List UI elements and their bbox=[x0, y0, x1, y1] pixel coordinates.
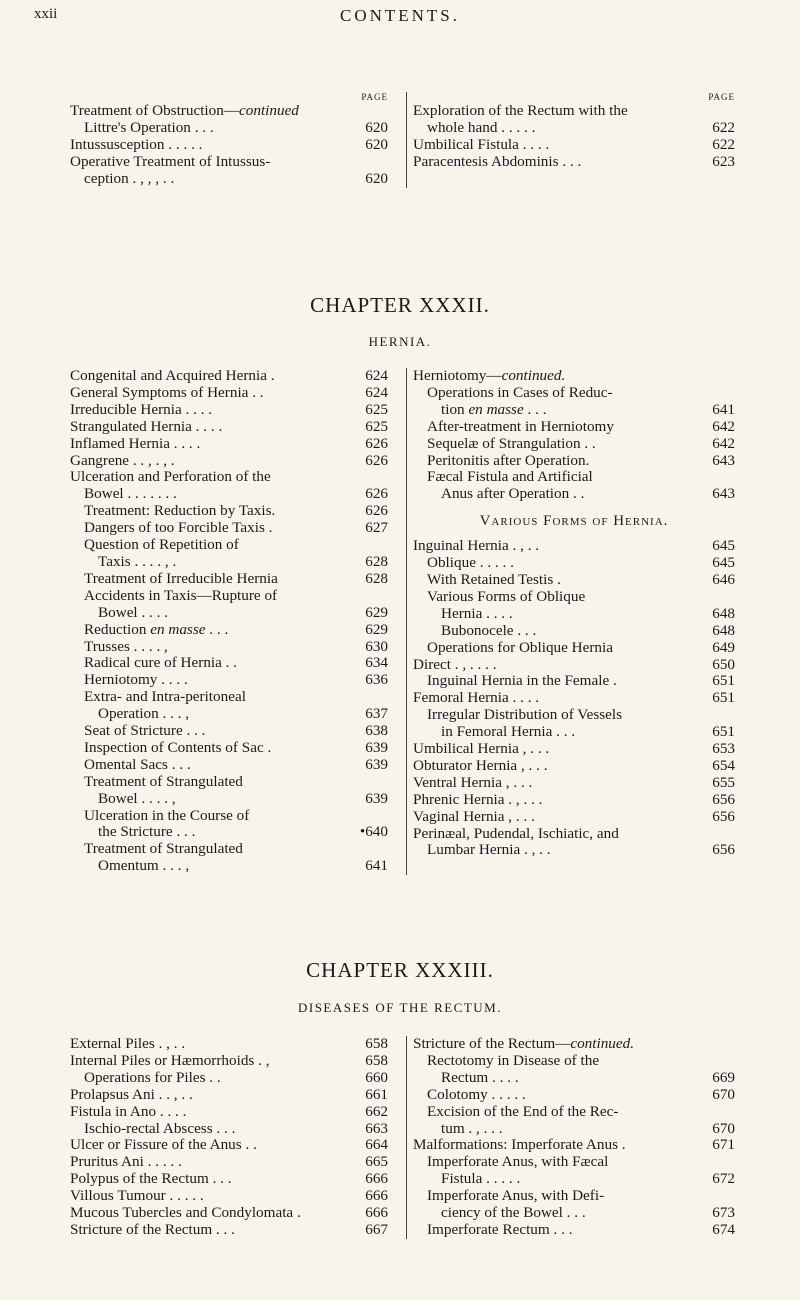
toc-entry bbox=[70, 588, 388, 605]
toc-entry-page: 648 bbox=[712, 621, 735, 639]
toc-entry-page: 630 bbox=[365, 637, 388, 655]
toc-entry-title: Rectotomy in Disease of the bbox=[427, 1051, 600, 1069]
toc-entry-page: 620 bbox=[365, 169, 388, 187]
toc-entry-page: 626 bbox=[365, 485, 388, 503]
toc-entry-page: 625 bbox=[365, 400, 388, 418]
toc-entry-title: Operative Treatment of Intussus- bbox=[70, 152, 271, 170]
toc-column-right bbox=[406, 92, 735, 188]
toc-entry-page: 641 bbox=[365, 857, 388, 875]
toc-entry-title: Exploration of the Rectum with the bbox=[413, 102, 628, 119]
toc-entry-page: 628 bbox=[365, 569, 388, 587]
toc-entry-title: Imperforate Anus, with Fæcal bbox=[427, 1153, 609, 1171]
toc-entry-page: 658 bbox=[365, 1051, 388, 1069]
toc-entry-title: Umbilical Fistula . . . . bbox=[413, 135, 550, 153]
toc-column-left bbox=[70, 368, 388, 875]
toc-entry-page: 666 bbox=[365, 1170, 388, 1188]
toc-entry bbox=[413, 486, 735, 503]
toc-entry bbox=[413, 1121, 735, 1138]
toc-entry bbox=[413, 809, 735, 826]
toc-entry bbox=[70, 385, 388, 402]
toc-entry bbox=[413, 402, 735, 419]
toc-entry bbox=[413, 1137, 735, 1154]
toc-entry-title: Bowel . . . . , bbox=[98, 789, 176, 807]
toc-entry bbox=[413, 724, 735, 741]
toc-entry bbox=[70, 103, 388, 120]
toc-entry bbox=[413, 1171, 735, 1188]
toc-entry-title: Femoral Hernia . . . . bbox=[413, 689, 540, 707]
toc-entry-title: Operations for Oblique Hernia bbox=[427, 638, 613, 656]
chapter-33-contents bbox=[70, 1036, 735, 1239]
toc-entry-page: 651 bbox=[712, 672, 735, 690]
toc-entry-page: 642 bbox=[712, 417, 735, 435]
toc-entry-page: 637 bbox=[365, 705, 388, 723]
toc-entry bbox=[413, 1053, 735, 1070]
toc-entry-title: Vaginal Hernia , . . . bbox=[413, 807, 535, 825]
toc-entry-title: Treatment of Strangulated bbox=[84, 772, 243, 790]
toc-entry-title: Trusses . . . . , bbox=[84, 637, 168, 655]
toc-entry bbox=[70, 1205, 388, 1222]
toc-entry-page: 642 bbox=[712, 434, 735, 452]
toc-entry bbox=[413, 640, 735, 657]
toc-entry-title: Direct . , . . . . bbox=[413, 655, 497, 673]
toc-entry-title: Treatment: Reduction by Taxis. bbox=[84, 502, 276, 520]
toc-entry-title: Question of Repetition of bbox=[84, 536, 239, 554]
toc-entry-page: 653 bbox=[712, 740, 735, 758]
toc-entry bbox=[70, 486, 388, 503]
toc-entry bbox=[70, 706, 388, 723]
toc-entry-title: Irreducible Hernia . . . . bbox=[70, 400, 213, 418]
toc-entry-title: Polypus of the Rectum . . . bbox=[70, 1170, 232, 1188]
toc-entry-title: Accidents in Taxis—Rupture of bbox=[84, 586, 278, 604]
toc-entry-title: Ventral Hernia , . . . bbox=[413, 773, 533, 791]
toc-entry bbox=[413, 1070, 735, 1087]
toc-entry bbox=[413, 453, 735, 470]
toc-entry bbox=[413, 657, 735, 674]
toc-entry-page: 643 bbox=[712, 485, 735, 503]
toc-entry-title: Mucous Tubercles and Condylomata . bbox=[70, 1204, 301, 1222]
toc-entry bbox=[70, 639, 388, 656]
toc-entry bbox=[70, 419, 388, 436]
toc-entry-page: 634 bbox=[365, 654, 388, 672]
toc-entry-title: General Symptoms of Hernia . . bbox=[70, 383, 264, 401]
toc-entry bbox=[413, 1154, 735, 1171]
toc-entry-italic: continued. bbox=[501, 367, 566, 384]
toc-entry bbox=[70, 740, 388, 757]
toc-entry-title: Inflamed Hernia . . . . bbox=[70, 434, 201, 452]
toc-entry-title: Congenital and Acquired Hernia . bbox=[70, 367, 275, 384]
chapter-title: CHAPTER XXXIII. bbox=[306, 958, 494, 982]
toc-entry-title: Extra- and Intra-peritoneal bbox=[84, 688, 246, 706]
toc-entry-title: Imperforate Anus, with Defi- bbox=[427, 1187, 605, 1205]
toc-entry-page: 658 bbox=[365, 1035, 388, 1052]
toc-entry-page: 674 bbox=[712, 1220, 735, 1238]
toc-entry-title: Ulcer or Fissure of the Anus . . bbox=[70, 1136, 257, 1154]
toc-column-left bbox=[70, 92, 388, 188]
toc-entry-page: 662 bbox=[365, 1102, 388, 1120]
toc-entry-title: tion en masse . . . bbox=[441, 400, 547, 418]
toc-entry bbox=[70, 791, 388, 808]
toc-entry bbox=[70, 672, 388, 689]
toc-entry bbox=[70, 137, 388, 154]
toc-entry-page: 666 bbox=[365, 1204, 388, 1222]
toc-entry-italic: continued. bbox=[570, 1035, 635, 1052]
toc-entry bbox=[70, 1036, 388, 1053]
toc-entry bbox=[70, 1121, 388, 1138]
toc-entry bbox=[413, 707, 735, 724]
toc-entry bbox=[70, 571, 388, 588]
chapter-subtitle: HERNIA. bbox=[368, 334, 432, 349]
toc-column-left bbox=[70, 1036, 388, 1239]
page-column-label: PAGE bbox=[361, 92, 388, 102]
toc-entry-title: the Stricture . . . bbox=[98, 823, 196, 841]
toc-entry-page: 651 bbox=[712, 689, 735, 707]
toc-entry-page: 624 bbox=[365, 383, 388, 401]
toc-entry-page: 641 bbox=[712, 400, 735, 418]
page-number: xxii bbox=[34, 6, 58, 22]
toc-entry-page: 627 bbox=[365, 519, 388, 537]
toc-entry bbox=[413, 137, 735, 154]
toc-entry-title: Paracentesis Abdominis . . . bbox=[413, 152, 582, 170]
toc-entry bbox=[413, 436, 735, 453]
toc-entry-page: 626 bbox=[365, 434, 388, 452]
toc-entry-page: 626 bbox=[365, 451, 388, 469]
toc-entry-page: 661 bbox=[365, 1085, 388, 1103]
toc-entry-title: Various Forms of Oblique bbox=[427, 587, 586, 605]
toc-entry-title: tum . , . . . bbox=[441, 1119, 503, 1137]
toc-entry bbox=[70, 503, 388, 520]
toc-entry-title: Strangulated Hernia . . . . bbox=[70, 417, 223, 435]
toc-entry bbox=[70, 469, 388, 486]
toc-entry-title: Bubonocele . . . bbox=[441, 621, 537, 639]
toc-entry bbox=[413, 606, 735, 623]
toc-entry bbox=[70, 1222, 388, 1239]
toc-entry-title: Umbilical Hernia , . . . bbox=[413, 740, 550, 758]
toc-entry-page: 622 bbox=[712, 135, 735, 153]
toc-entry bbox=[70, 622, 388, 639]
toc-entry-page: 643 bbox=[712, 451, 735, 469]
toc-entry-page: 639 bbox=[365, 738, 388, 756]
toc-entry bbox=[70, 453, 388, 470]
toc-entry-page: 620 bbox=[365, 135, 388, 153]
toc-entry-title: Sequelæ of Strangulation . . bbox=[427, 434, 596, 452]
toc-entry bbox=[70, 655, 388, 672]
toc-entry-title: Ischio-rectal Abscess . . . bbox=[84, 1119, 236, 1137]
toc-entry-page: 638 bbox=[365, 722, 388, 740]
toc-entry-page: 622 bbox=[712, 118, 735, 136]
toc-entry bbox=[413, 154, 735, 171]
toc-entry bbox=[413, 842, 735, 859]
toc-entry-page: 639 bbox=[365, 755, 388, 773]
toc-entry bbox=[70, 1087, 388, 1104]
toc-entry-title: Hernia . . . . bbox=[441, 604, 513, 622]
toc-entry-title: Operations in Cases of Reduc- bbox=[427, 383, 613, 401]
toc-entry-title: Bowel . . . . . . . bbox=[84, 485, 177, 503]
toc-entry-page: 626 bbox=[365, 502, 388, 520]
toc-entry-page: 667 bbox=[365, 1220, 388, 1238]
toc-entry-title: Bowel . . . . bbox=[98, 603, 169, 621]
toc-entry bbox=[70, 1070, 388, 1087]
toc-entry-title: Rectum . . . . bbox=[441, 1068, 519, 1086]
toc-entry bbox=[413, 1205, 735, 1222]
toc-entry-page: 628 bbox=[365, 552, 388, 570]
toc-entry bbox=[70, 841, 388, 858]
toc-entry bbox=[70, 1154, 388, 1171]
toc-entry bbox=[413, 589, 735, 606]
toc-entry-title: Ulceration in the Course of bbox=[84, 806, 250, 824]
toc-entry bbox=[413, 538, 735, 555]
toc-entry-page: 656 bbox=[712, 790, 735, 808]
toc-entry-title: After-treatment in Herniotomy bbox=[427, 417, 614, 435]
toc-entry-title: ciency of the Bowel . . . bbox=[441, 1204, 586, 1222]
toc-entry-title: Fistula . . . . . bbox=[441, 1170, 521, 1188]
toc-entry bbox=[70, 368, 388, 385]
toc-entry-title: External Piles . , . . bbox=[70, 1035, 186, 1052]
toc-entry-title: Taxis . . . . , . bbox=[98, 552, 177, 570]
toc-entry-title: Irregular Distribution of Vessels bbox=[427, 706, 623, 724]
toc-entry-title: Fistula in Ano . . . . bbox=[70, 1102, 187, 1120]
toc-entry-page: 663 bbox=[365, 1119, 388, 1137]
toc-entry bbox=[413, 419, 735, 436]
toc-entry bbox=[413, 385, 735, 402]
toc-entry bbox=[70, 774, 388, 791]
toc-entry-page: 650 bbox=[712, 655, 735, 673]
toc-entry-page: 660 bbox=[365, 1068, 388, 1086]
toc-entry bbox=[70, 171, 388, 188]
toc-entry-title: Inspection of Contents of Sac . bbox=[84, 738, 272, 756]
chapter-subtitle: DISEASES OF THE RECTUM. bbox=[297, 1000, 502, 1015]
toc-entry bbox=[413, 1087, 735, 1104]
toc-entry-page: 646 bbox=[712, 570, 735, 588]
toc-entry-title: Peritonitis after Operation. bbox=[427, 451, 590, 469]
toc-entry bbox=[70, 120, 388, 137]
toc-entry bbox=[413, 555, 735, 572]
toc-entry-title: Intussusception . . . . . bbox=[70, 135, 203, 153]
toc-entry-page: 649 bbox=[712, 638, 735, 656]
toc-entry-page: 651 bbox=[712, 723, 735, 741]
chapter-32-contents bbox=[70, 368, 735, 875]
toc-entry-page: 656 bbox=[712, 807, 735, 825]
toc-entry bbox=[70, 1053, 388, 1070]
toc-entry-page: 669 bbox=[712, 1068, 735, 1086]
toc-entry-title: Treatment of Irreducible Hernia bbox=[84, 569, 278, 587]
toc-entry bbox=[413, 1222, 735, 1239]
toc-entry bbox=[413, 368, 735, 385]
toc-entry-title: Obturator Hernia , . . . bbox=[413, 756, 548, 774]
toc-entry-page: 672 bbox=[712, 1170, 735, 1188]
toc-entry bbox=[413, 120, 735, 137]
toc-entry bbox=[413, 1104, 735, 1121]
toc-entry-title: Prolapsus Ani . . , . . bbox=[70, 1085, 193, 1103]
toc-entry bbox=[70, 1188, 388, 1205]
toc-entry-title: Imperforate Rectum . . . bbox=[427, 1220, 573, 1238]
toc-entry-title: Radical cure of Hernia . . bbox=[84, 654, 238, 672]
toc-entry-title: ception . , , , . . bbox=[84, 169, 175, 187]
chapter-title: CHAPTER XXXII. bbox=[310, 293, 490, 317]
toc-entry-page: 654 bbox=[712, 756, 735, 774]
section-heading: Various Forms of Hernia. bbox=[479, 513, 669, 530]
toc-entry bbox=[70, 824, 388, 841]
toc-entry-title: Ulceration and Perforation of the bbox=[70, 468, 271, 486]
toc-entry bbox=[70, 808, 388, 825]
toc-column-right bbox=[406, 368, 735, 875]
toc-entry-title: Herniotomy . . . . bbox=[84, 671, 188, 689]
toc-entry-page: 645 bbox=[712, 537, 735, 555]
toc-entry-title: Inguinal Hernia in the Female . bbox=[427, 672, 617, 690]
toc-entry-title: Omental Sacs . . . bbox=[84, 755, 191, 773]
toc-entry-title: Oblique . . . . . bbox=[427, 554, 514, 572]
toc-entry bbox=[70, 1171, 388, 1188]
toc-entry-title: Phrenic Hernia . , . . . bbox=[413, 790, 543, 808]
toc-entry-title: With Retained Testis . bbox=[427, 570, 561, 588]
toc-entry bbox=[70, 858, 388, 875]
toc-entry bbox=[70, 689, 388, 706]
toc-entry-page: 629 bbox=[365, 603, 388, 621]
toc-entry-title: Lumbar Hernia . , . . bbox=[427, 841, 551, 859]
toc-entry-page: 624 bbox=[365, 367, 388, 384]
toc-entry-title: Treatment of Strangulated bbox=[84, 840, 243, 858]
page-column-label: PAGE bbox=[708, 92, 735, 102]
toc-entry-page: 656 bbox=[712, 841, 735, 859]
toc-entry bbox=[70, 757, 388, 774]
toc-entry-title: Villous Tumour . . . . . bbox=[70, 1187, 204, 1205]
toc-entry-title: Littre's Operation . . . bbox=[84, 118, 214, 136]
toc-entry-title: whole hand . . . . . bbox=[427, 118, 536, 136]
toc-entry-page: 670 bbox=[712, 1119, 735, 1137]
toc-entry bbox=[413, 690, 735, 707]
toc-entry bbox=[70, 436, 388, 453]
toc-entry-title: Omentum . . . , bbox=[98, 857, 190, 875]
toc-entry bbox=[70, 537, 388, 554]
toc-entry-title: Operation . . . , bbox=[98, 705, 190, 723]
toc-entry bbox=[70, 1137, 388, 1154]
toc-entry-page: 671 bbox=[712, 1136, 735, 1154]
toc-entry-title: Malformations: Imperforate Anus . bbox=[413, 1136, 626, 1154]
toc-entry-page: 673 bbox=[712, 1204, 735, 1222]
toc-entry bbox=[413, 469, 735, 486]
toc-entry-page: 629 bbox=[365, 620, 388, 638]
continuation-section bbox=[70, 92, 735, 188]
toc-entry-title: Excision of the End of the Rec- bbox=[427, 1102, 619, 1120]
toc-entry bbox=[70, 605, 388, 622]
toc-entry-title: Treatment of Obstruction—continued bbox=[70, 102, 299, 119]
toc-entry-title: Reduction en masse . . . bbox=[84, 620, 229, 638]
toc-entry bbox=[413, 623, 735, 640]
toc-entry-title: Seat of Stricture . . . bbox=[84, 722, 206, 740]
toc-entry-page: 666 bbox=[365, 1187, 388, 1205]
toc-entry-title: Pruritus Ani . . . . . bbox=[70, 1153, 182, 1171]
toc-entry-title: Colotomy . . . . . bbox=[427, 1085, 526, 1103]
toc-entry bbox=[413, 826, 735, 843]
toc-entry bbox=[413, 1188, 735, 1205]
toc-entry-page: 665 bbox=[365, 1153, 388, 1171]
toc-entry-title: Stricture of the Rectum—continued. bbox=[413, 1035, 635, 1052]
toc-entry-page: 645 bbox=[712, 554, 735, 572]
toc-entry bbox=[413, 673, 735, 690]
toc-entry-title: Gangrene . . , . , . bbox=[70, 451, 175, 469]
toc-entry-italic: continued bbox=[239, 102, 299, 119]
toc-entry-title: Internal Piles or Hæmorrhoids . , bbox=[70, 1051, 270, 1069]
toc-entry-page: •640 bbox=[359, 823, 388, 841]
toc-entry-page: 664 bbox=[365, 1136, 388, 1154]
toc-entry-page: 625 bbox=[365, 417, 388, 435]
toc-entry bbox=[413, 792, 735, 809]
toc-entry bbox=[70, 554, 388, 571]
toc-entry bbox=[413, 103, 735, 120]
toc-entry bbox=[413, 758, 735, 775]
toc-entry bbox=[70, 723, 388, 740]
toc-entry bbox=[70, 1104, 388, 1121]
toc-entry bbox=[413, 775, 735, 792]
toc-entry-page: 636 bbox=[365, 671, 388, 689]
toc-entry-page: 623 bbox=[712, 152, 735, 170]
toc-entry bbox=[70, 402, 388, 419]
toc-entry-title: Operations for Piles . . bbox=[84, 1068, 221, 1086]
toc-entry-page: 648 bbox=[712, 604, 735, 622]
toc-entry-page: 670 bbox=[712, 1085, 735, 1103]
toc-entry bbox=[70, 520, 388, 537]
toc-entry bbox=[413, 741, 735, 758]
toc-entry-title: Dangers of too Forcible Taxis . bbox=[84, 519, 273, 537]
toc-entry bbox=[413, 1036, 735, 1053]
toc-entry-title: Perinæal, Pudendal, Ischiatic, and bbox=[413, 824, 619, 842]
toc-entry-title: Fæcal Fistula and Artificial bbox=[427, 468, 593, 486]
toc-entry bbox=[70, 154, 388, 171]
toc-entry-title: Stricture of the Rectum . . . bbox=[70, 1220, 235, 1238]
toc-entry-title: Herniotomy—continued. bbox=[413, 367, 566, 384]
toc-entry-page: 639 bbox=[365, 789, 388, 807]
running-title: CONTENTS. bbox=[339, 6, 461, 25]
toc-entry-title: Inguinal Hernia . , . . bbox=[413, 537, 540, 555]
toc-entry bbox=[413, 572, 735, 589]
toc-entry-title: Anus after Operation . . bbox=[441, 485, 585, 503]
toc-entry-page: 655 bbox=[712, 773, 735, 791]
toc-entry-page: 620 bbox=[365, 118, 388, 136]
toc-column-right bbox=[406, 1036, 735, 1239]
toc-entry-title: in Femoral Hernia . . . bbox=[441, 723, 576, 741]
